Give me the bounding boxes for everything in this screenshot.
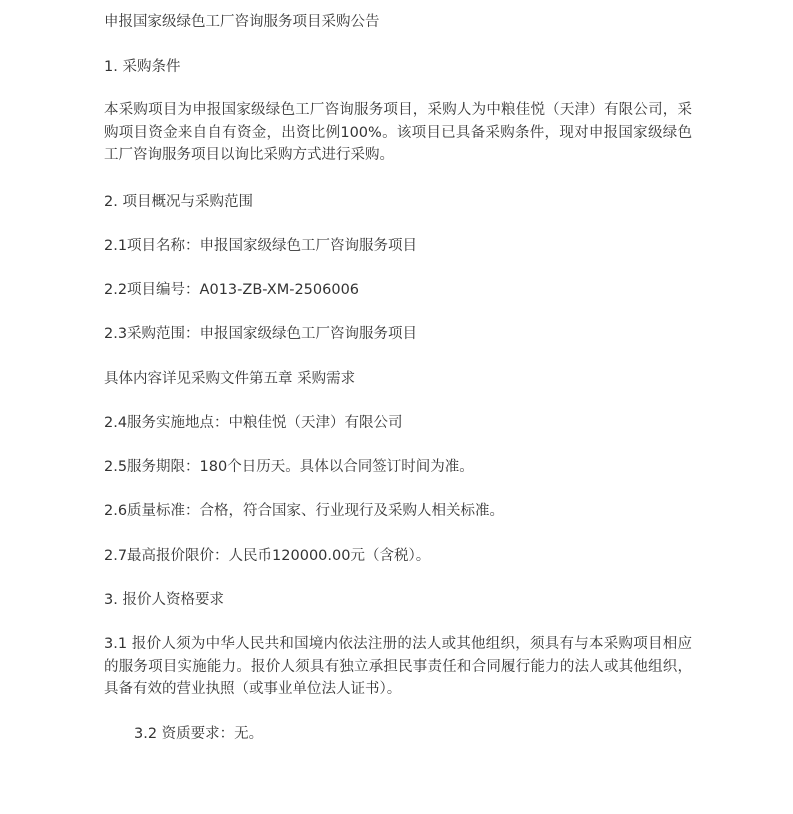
section-2-heading: 2. 项目概况与采购范围 [104,194,253,210]
document-title: 申报国家级绿色工厂咨询服务项目采购公告 [104,14,380,30]
procurement-scope-item: 2.3采购范围：申报国家级绿色工厂咨询服务项目 [104,326,418,342]
section-1-body: 本采购项目为申报国家级绿色工厂咨询服务项目，采购人为中粮佳悦（天津）有限公司，采购项目资金来自自有资金，出资比例100%。该项目已具备采购条件，现对申报国家级绿色工厂咨询服务项目以询比采购方式进行采购。 [104,102,692,163]
scope-details-note: 具体内容详见采购文件第五章 采购需求 [104,371,356,387]
bidder-qualification-item: 3.1 报价人须为中华人民共和国境内依法注册的法人或其他组织，须具有与本采购项目相应的服务项目实施能力。报价人须具有独立承担民事责任和合同履行能力的法人或其他组织，具备有效的营业执照（或事业单位法人证书）。 [104,636,692,697]
quality-standard-item: 2.6质量标准：合格，符合国家、行业现行及采购人相关标准。 [104,503,505,519]
project-name-item: 2.1项目名称：申报国家级绿色工厂咨询服务项目 [104,238,418,254]
service-location-item: 2.4服务实施地点：中粮佳悦（天津）有限公司 [104,415,403,431]
project-number-item: 2.2项目编号：A013-ZB-XM-2506006 [104,282,360,298]
section-3-heading: 3. 报价人资格要求 [104,592,224,608]
service-period-item: 2.5服务期限：180个日历天。具体以合同签订时间为准。 [104,459,474,475]
max-price-item: 2.7最高报价限价：人民币120000.00元（含税）。 [104,548,431,564]
qualification-requirement-item: 3.2 资质要求：无。 [134,726,264,742]
section-1-heading: 1. 采购条件 [104,59,181,75]
